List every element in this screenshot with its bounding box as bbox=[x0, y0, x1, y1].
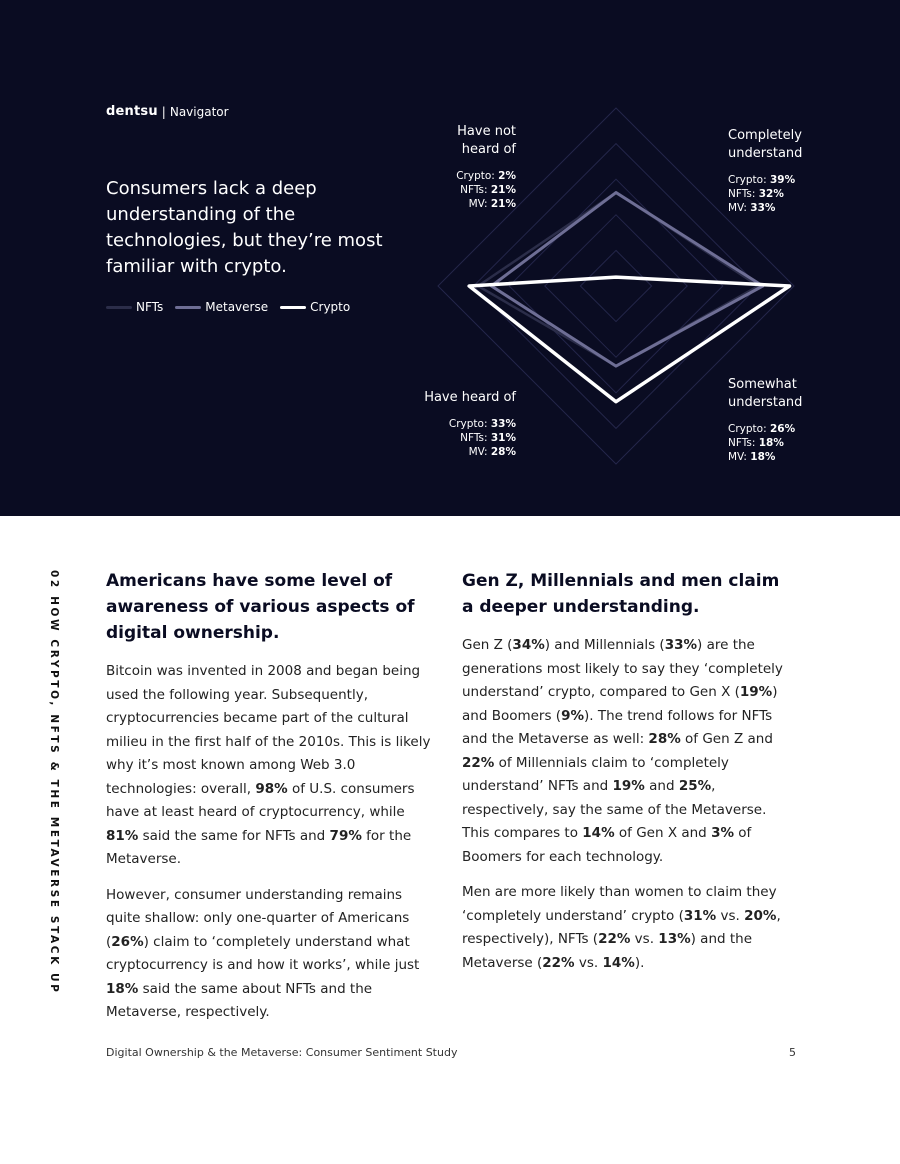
right-column bbox=[462, 568, 788, 987]
axis-label-complete bbox=[728, 127, 802, 215]
left-paragraph-1 bbox=[106, 660, 432, 872]
axis-title-complete: Completely understand bbox=[728, 128, 803, 161]
legend-label-crypto: Crypto bbox=[310, 300, 351, 314]
text-run: ). bbox=[634, 954, 645, 971]
stat-highlight: 26% bbox=[111, 933, 144, 950]
section-side-label bbox=[44, 570, 60, 1000]
text-run: Bitcoin was invented in 2008 and began being used the following year. Subsequently, cryptocurrencies became part of the cultural milieu in the first half of the 2010s. This is likely why it’s most known among Web 3.0 technologies: overall, bbox=[106, 663, 431, 797]
stat-highlight: 22% bbox=[598, 931, 631, 947]
text-run: However, consumer understanding remains quite shallow: only one-quarter of Americans ( bbox=[106, 886, 410, 950]
axis-stats-not-heard bbox=[456, 169, 516, 211]
stat-value: 21% bbox=[490, 184, 516, 196]
stat-highlight: 98% bbox=[255, 780, 288, 797]
stat-label: MV: bbox=[468, 446, 488, 458]
left-column bbox=[106, 568, 432, 1037]
stat-label: MV: bbox=[728, 202, 747, 214]
legend-label-metaverse: Metaverse bbox=[205, 300, 269, 314]
stat-highlight: 14% bbox=[582, 825, 615, 841]
stat-highlight: 13% bbox=[658, 931, 691, 947]
axis-title-heard: Have heard of bbox=[424, 390, 516, 405]
radar-series bbox=[469, 193, 789, 402]
stat-value: 28% bbox=[490, 446, 516, 458]
stat-highlight: 22% bbox=[462, 754, 495, 771]
text-run: said the same about NFTs and the Metaverse, respectively. bbox=[106, 980, 373, 1020]
stat-value: 33% bbox=[750, 202, 776, 214]
axis-stats-somewhat bbox=[728, 422, 802, 464]
right-paragraph-1 bbox=[462, 634, 788, 869]
text-run: of Boomers for each technology. bbox=[462, 825, 752, 865]
stat-highlight: 25% bbox=[678, 778, 712, 794]
stat-highlight: 19% bbox=[739, 684, 773, 700]
stat-highlight: 9% bbox=[561, 707, 584, 724]
legend-label-nfts: NFTs bbox=[136, 300, 164, 314]
stat-label: NFTs: bbox=[728, 437, 756, 449]
stat-value: 31% bbox=[490, 432, 516, 444]
hero-title: Consumers lack a deep understanding of the technologies, but they’re most familiar with crypto. bbox=[106, 178, 383, 277]
radar-grid-ring bbox=[580, 250, 651, 321]
footer-title: Digital Ownership & the Metaverse: Consumer Sentiment Study bbox=[106, 1046, 458, 1059]
text-run: of U.S. consumers have at least heard of cryptocurrency, while bbox=[106, 780, 415, 820]
text-run: Gen Z ( bbox=[462, 637, 513, 653]
text-run: Men are more likely than women to claim they ‘completely understand’ crypto ( bbox=[462, 884, 777, 924]
stat-highlight: 14% bbox=[602, 954, 635, 971]
section-side-text: 02 HOW CRYPTO, NFTS & THE METAVERSE STACK UP bbox=[48, 570, 60, 995]
stat-highlight: 31% bbox=[683, 907, 717, 924]
stat-label: Crypto: bbox=[448, 418, 488, 430]
stat-value: 26% bbox=[769, 423, 796, 435]
stat-label: NFTs: bbox=[460, 184, 488, 196]
stat-label: Crypto: bbox=[728, 423, 767, 435]
radar-grid-ring bbox=[474, 144, 759, 429]
page-number: 5 bbox=[789, 1046, 796, 1059]
axis-label-not-heard bbox=[456, 123, 516, 211]
axis-label-somewhat bbox=[728, 376, 802, 464]
text-run: ) are the generations most likely to say they ‘completely understand’ crypto, compared to Gen X ( bbox=[462, 637, 783, 700]
radar-grid-ring bbox=[509, 179, 723, 393]
right-paragraph-2 bbox=[462, 881, 788, 975]
stat-label: NFTs: bbox=[728, 188, 756, 200]
text-run: and bbox=[644, 778, 679, 794]
axis-label-heard bbox=[424, 389, 516, 459]
stat-value: 39% bbox=[769, 174, 796, 186]
text-run: vs. bbox=[630, 931, 659, 947]
right-heading: Gen Z, Millennials and men claim a deeper understanding. bbox=[462, 571, 780, 617]
text-run: ). The trend follows for NFTs and the Metaverse as well: bbox=[462, 707, 773, 747]
stat-highlight: 34% bbox=[512, 637, 545, 653]
axis-title-not-heard: Have not heard of bbox=[457, 124, 516, 157]
brand-separator: | bbox=[161, 104, 166, 119]
stat-highlight: 81% bbox=[106, 827, 139, 844]
left-heading: Americans have some level of awareness of various aspects of digital ownership. bbox=[106, 571, 415, 643]
text-run: vs. bbox=[574, 954, 603, 971]
stat-label: MV: bbox=[728, 451, 747, 463]
axis-title-somewhat: Somewhat understand bbox=[728, 377, 803, 410]
text-run: of Gen X and bbox=[614, 825, 712, 841]
text-run: said the same for NFTs and bbox=[138, 827, 330, 844]
stat-value: 2% bbox=[498, 170, 516, 182]
page-footer bbox=[106, 1046, 796, 1059]
stat-value: 21% bbox=[490, 198, 516, 210]
stat-highlight: 22% bbox=[542, 954, 575, 971]
stat-highlight: 79% bbox=[329, 827, 362, 844]
stat-highlight: 28% bbox=[648, 731, 681, 747]
axis-stats-complete bbox=[728, 173, 802, 215]
stat-value: 32% bbox=[758, 188, 784, 200]
stat-highlight: 18% bbox=[106, 980, 139, 997]
stat-label: NFTs: bbox=[460, 432, 488, 444]
stat-label: Crypto: bbox=[728, 174, 767, 186]
stat-highlight: 20% bbox=[744, 907, 777, 924]
text-run: for the Metaverse. bbox=[106, 827, 412, 867]
text-run: ) and Millennials ( bbox=[544, 637, 665, 653]
stat-label: Crypto: bbox=[456, 170, 495, 182]
hero-banner bbox=[0, 0, 900, 516]
text-run: of Gen Z and bbox=[680, 731, 773, 747]
text-run: , respectively, say the same of the Metaverse. This compares to bbox=[462, 778, 767, 841]
stat-highlight: 33% bbox=[664, 637, 698, 653]
stat-value: 18% bbox=[750, 451, 776, 463]
text-run: , respectively), NFTs ( bbox=[462, 907, 781, 947]
text-run: vs. bbox=[716, 907, 745, 924]
stat-label: MV: bbox=[468, 198, 488, 210]
stat-highlight: 3% bbox=[711, 825, 734, 841]
stat-value: 18% bbox=[758, 437, 784, 449]
stat-value: 33% bbox=[490, 418, 516, 430]
axis-stats-heard bbox=[424, 417, 516, 459]
brand-name: dentsu bbox=[106, 104, 158, 119]
text-run: ) and Boomers ( bbox=[462, 684, 778, 724]
text-run: ) and the Metaverse ( bbox=[462, 931, 753, 971]
text-run: of Millennials claim to ‘completely understand’ NFTs and bbox=[462, 754, 729, 794]
stat-highlight: 19% bbox=[612, 778, 645, 794]
brand-subtitle: Navigator bbox=[169, 104, 229, 119]
text-run: ) claim to ‘completely understand what cryptocurrency is and how it works’, while just bbox=[106, 933, 420, 973]
left-paragraph-2 bbox=[106, 884, 432, 1025]
